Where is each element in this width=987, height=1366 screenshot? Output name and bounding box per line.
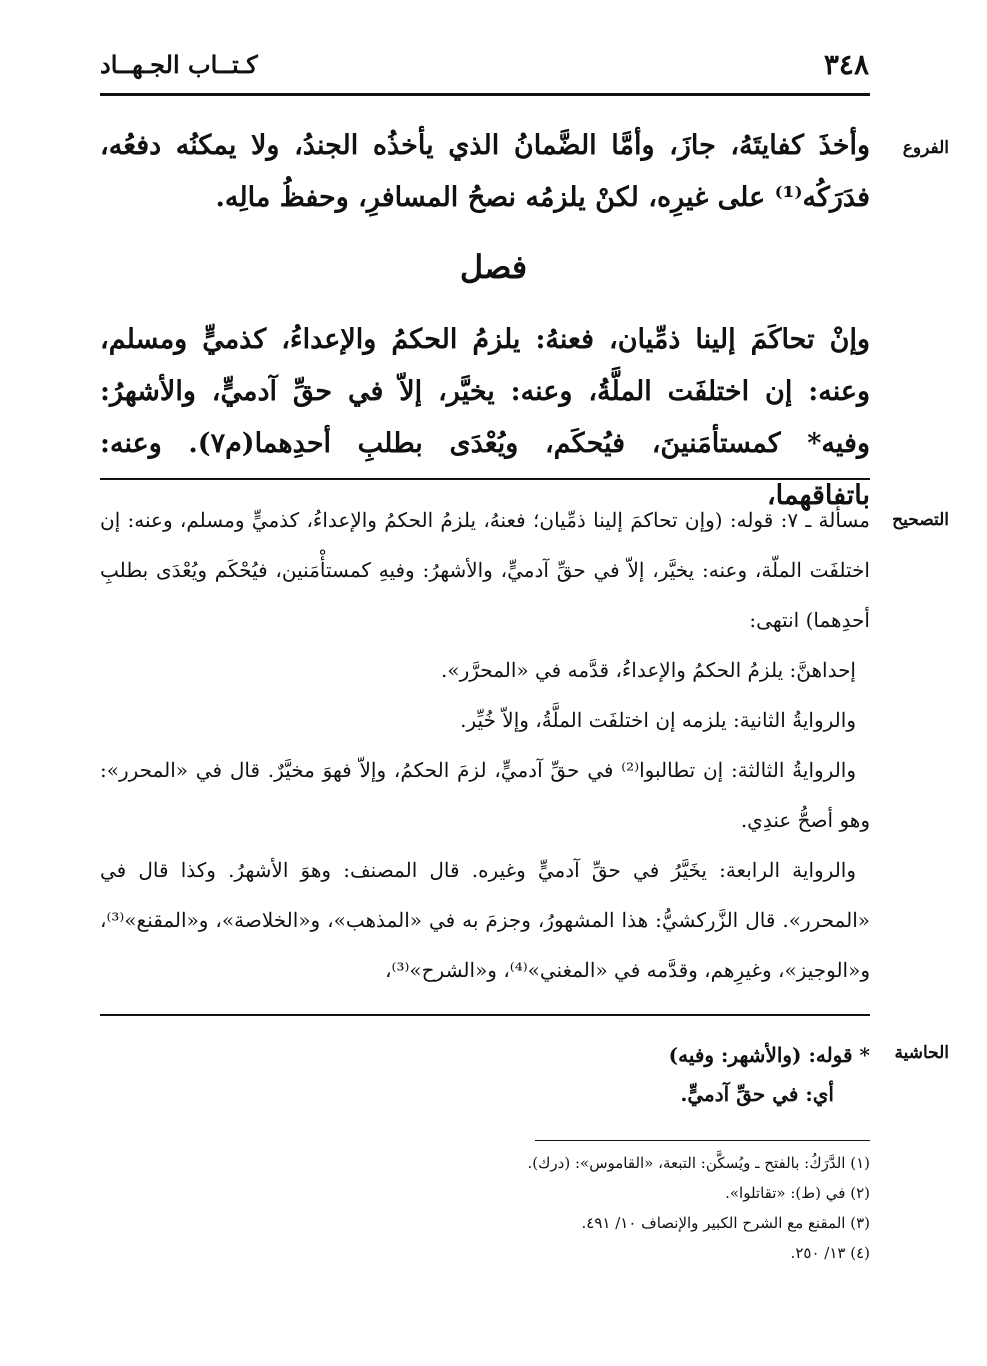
book-title: كـتــاب الجـهــاد — [100, 50, 258, 79]
hashiya-text: أي: في حقِّ آدميٍّ. — [680, 1082, 834, 1106]
header-divider — [100, 93, 870, 96]
section-heading: فصل — [459, 248, 528, 286]
footnote-divider — [535, 1140, 870, 1141]
hashiya-heading: * قوله: (والأشهر: وفيه) — [668, 1043, 870, 1067]
furu-paragraph-2: وإنْ تحاكَمَ إلينا ذمِّيان، فعنهُ: يلزمُ الحكمُ والإعداءُ، كذميٍّ ومسلم، وعنه: إن اختلفَت الملَّةُ، وعنه: يخيَّر، إلاّ في حقِّ آدميٍّ، والأشهرُ: وفيه* كمستأمَنينَ، فيُحكَم، ويُعْدَى بطلبِ أحدِهما(م٧). وعنه: باتفاقهما، — [100, 324, 870, 511]
hashiya-section — [100, 1038, 870, 1116]
footnote-1: (١) الدَّرَكُ: بالفتح ـ ويُسكَّن: التبعة، «القاموس»: (درك). — [527, 1154, 870, 1172]
footnote-4: (٤) ١٣/ ٢٥٠. — [790, 1244, 870, 1262]
hashiya-side-label: الحاشية — [894, 1043, 949, 1063]
furu-side-label: الفروع — [902, 138, 949, 158]
tashih-para-1: مسألة ـ ٧: قوله: (وإن تحاكمَ إلينا ذمِّيان؛ فعنهُ، يلزمُ الحكمُ والإعداءُ، كذميٍّ ومسلم، وعنه: إن اختلفَت الملّة، وعنه: يخيَّر، إلاّ في حقِّ آدميٍّ، والأشهرُ: وفيهِ كمستأْمَنين، فيُحْكَم ويُعْدَى بطلبِ أحدِهما) انتهى: — [100, 508, 871, 632]
furu-divider — [100, 478, 870, 480]
furu-paragraph-1: وأخذَ كفايتَهُ، جازَ، وأمَّا الضَّمانُ الذي يأخذُه الجندُ، ولا يمكنُه دفعُه، فدَرَكُه⁽¹⁾ على غيرِه، لكنْ يلزمُه نصحُ المسافرِ، وحفظُ مالِه. — [100, 130, 870, 213]
footnote-3: (٣) المقنع مع الشرح الكبير والإنصاف ١٠/ ٤٩١. — [581, 1214, 870, 1232]
tashih-para-2: إحداهنَّ: يلزمُ الحكمُ والإعداءُ، قدَّمه في «المحرَّر». — [441, 658, 856, 682]
tashih-para-4: والروايةُ الثالثة: إن تطالبوا⁽²⁾ في حقِّ آدميٍّ، لزمَ الحكمُ، وإلاّ فهوَ مخيَّرٌ. قال في «المحرر»: وهو أصحُّ عندِي. — [100, 758, 870, 832]
tashih-section — [100, 495, 870, 995]
tashih-para-3: والروايةُ الثانية: يلزمه إن اختلفَت الملَّةُ، وإلاّ خُيِّر. — [460, 708, 856, 732]
tashih-side-label: التصحيح — [892, 510, 949, 530]
tashih-divider — [100, 1014, 870, 1016]
furu-section — [100, 120, 870, 224]
footnotes — [100, 1148, 870, 1268]
furu-section-2 — [100, 314, 870, 522]
page-number: ٣٤٨ — [823, 48, 869, 81]
footnote-2: (٢) في (ط): «تقاتلوا». — [725, 1184, 870, 1202]
tashih-para-5: والرواية الرابعة: يخَيَّرُ في حقِّ آدميٍّ وغيره. قال المصنف: وهوَ الأشهرُ. وكذا قال في «المحرر». قال الزَّركشيُّ: هذا المشهورُ، وجزمَ به في «المذهب»، و«الخلاصة»، و«المقنع»⁽³⁾، و«الوجيز»، وغيرِهم، وقدَّمه في «المغني»⁽⁴⁾، و«الشرح»⁽³⁾، — [100, 858, 870, 982]
